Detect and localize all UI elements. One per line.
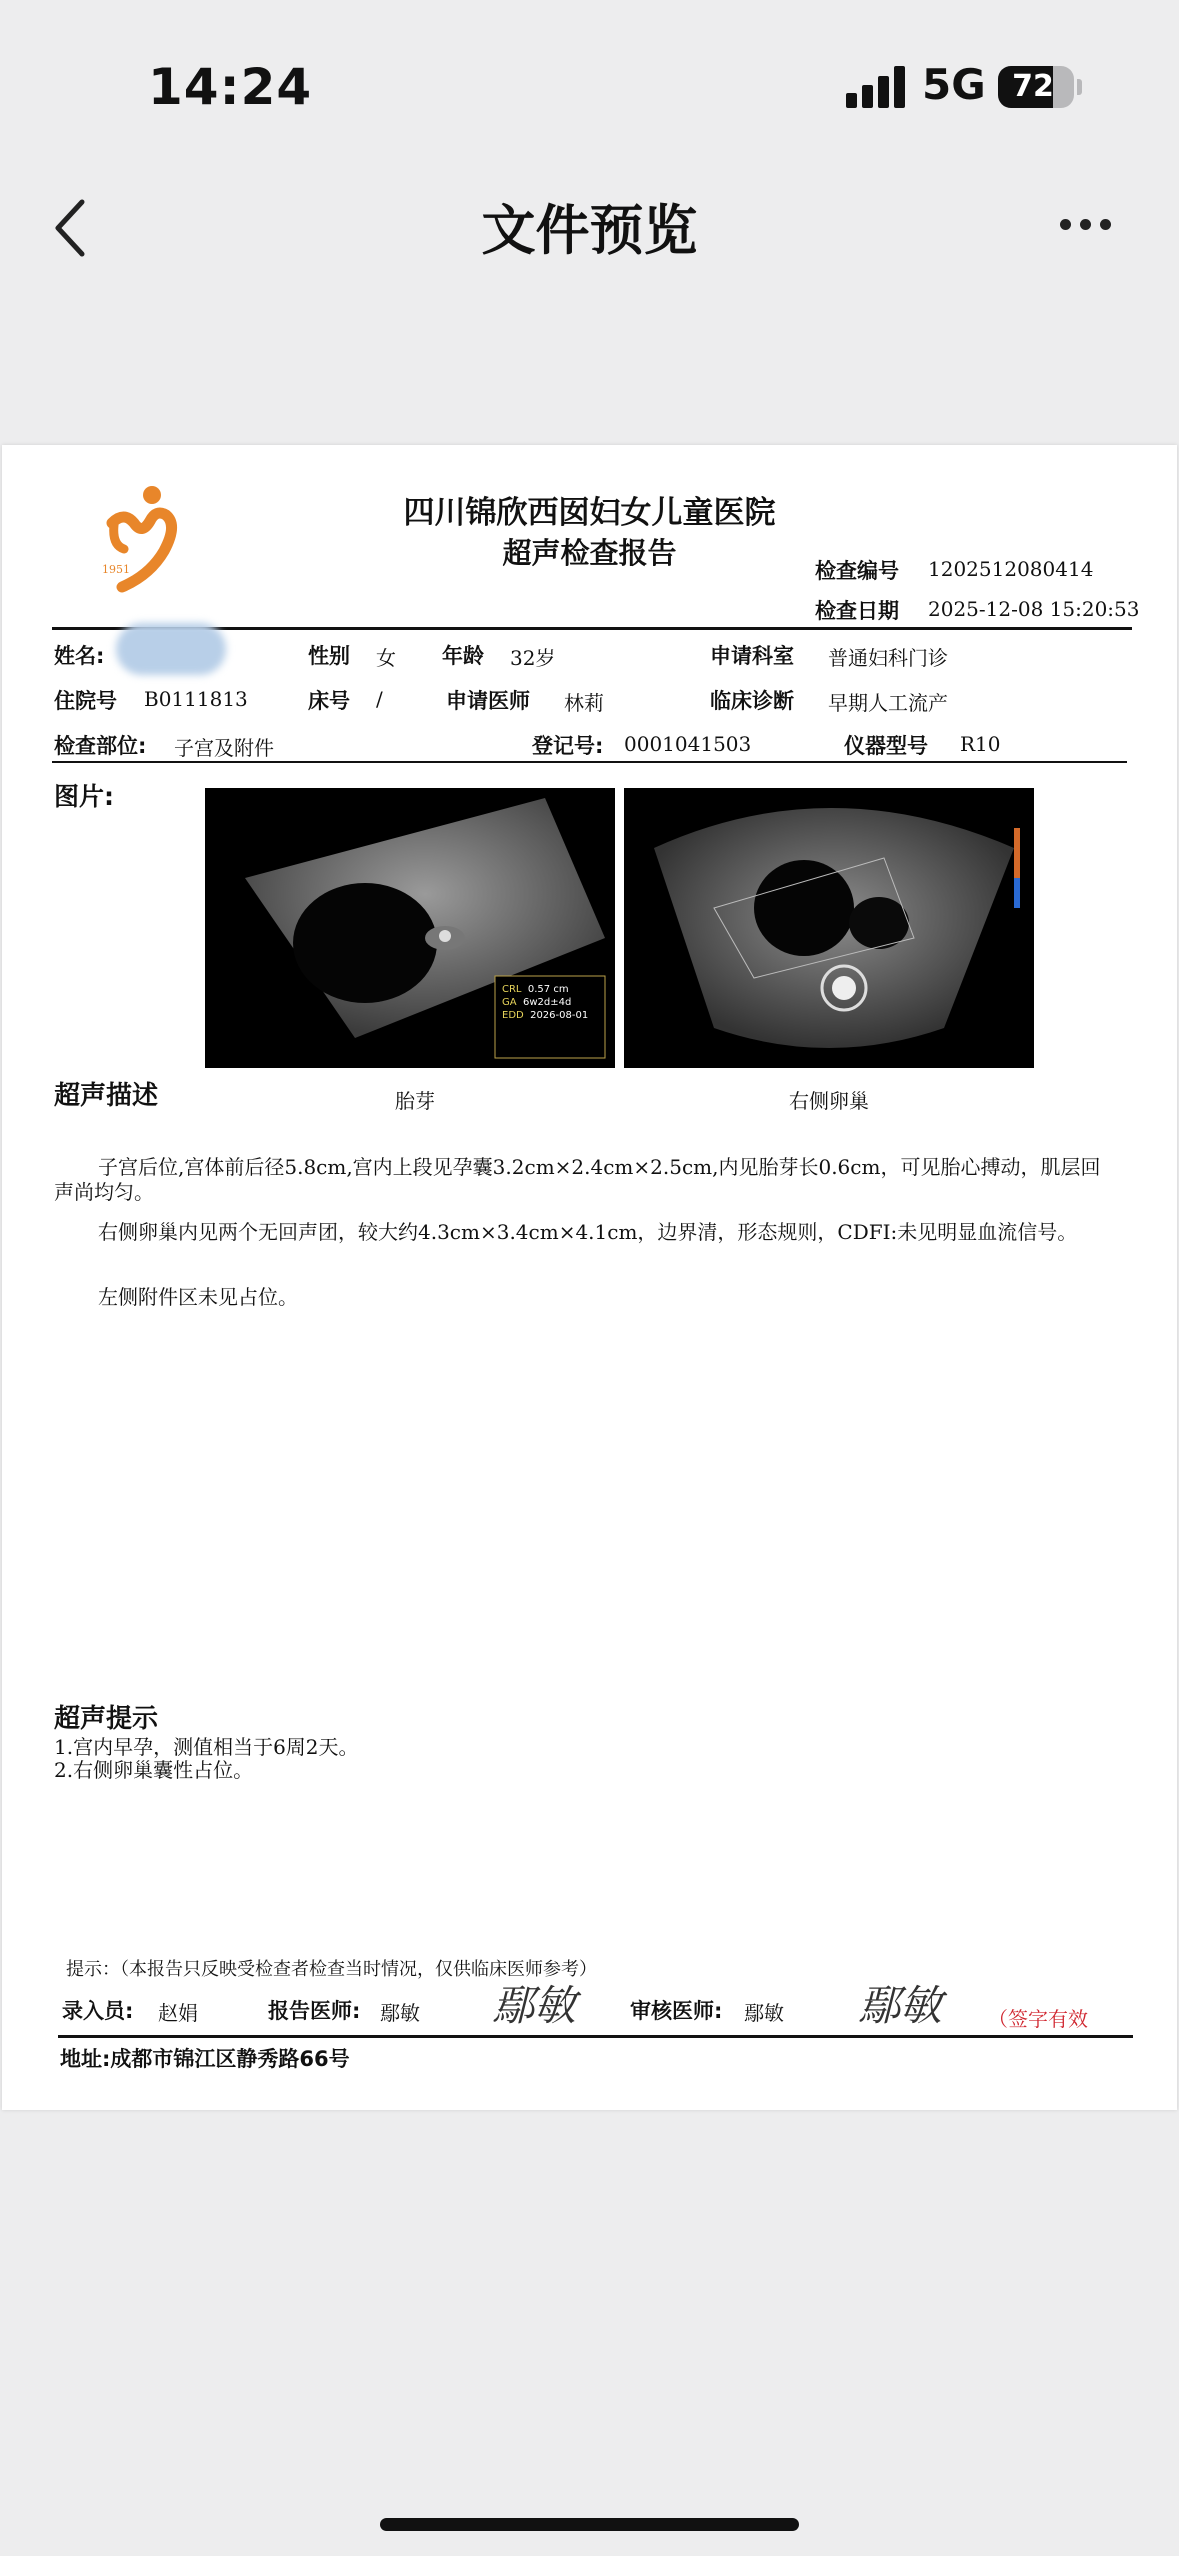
review-signature: 鄢敏 <box>858 1981 943 2030</box>
footer-rule <box>58 2035 1133 2038</box>
bed: / <box>376 687 383 711</box>
overlay-crl-value: 0.57 cm <box>527 984 569 995</box>
hint-item: 1.宫内早孕，测值相当于6周2天。 <box>54 1735 359 1759</box>
overlay-edd-label: EDD <box>502 1010 524 1021</box>
report-title: 超声检查报告 <box>502 536 677 570</box>
device-label: 仪器型号 <box>844 734 928 758</box>
status-time: 14:24 <box>148 58 313 116</box>
exam-no-label: 检查编号 <box>815 559 899 583</box>
network-type: 5G <box>922 60 986 109</box>
diagnosis: 早期人工流产 <box>828 691 948 715</box>
battery-level: 72 <box>1012 69 1054 104</box>
hint-item: 2.右侧卵巢囊性占位。 <box>54 1758 254 1782</box>
entry-label: 录入员: <box>62 1999 134 2023</box>
doctor-label: 申请医师 <box>446 689 530 713</box>
diagnosis-label: 临床诊断 <box>710 689 794 713</box>
overlay-edd-value: 2026-08-01 <box>530 1010 589 1021</box>
more-dot <box>1100 219 1111 230</box>
report-document[interactable] <box>2 445 1177 2110</box>
desc-paragraph: 左侧附件区未见占位。 <box>98 1285 298 1309</box>
report-doctor: 鄢敏 <box>380 2001 420 2025</box>
overlay-ga-value: 6w2d±4d <box>522 997 572 1008</box>
disclaimer-note: 提示：（本报告只反映受检查者检查当时情况，仅供临床医师参考） <box>66 1959 597 1980</box>
cellular-signal-icon <box>846 66 906 108</box>
age: 32岁 <box>510 646 556 670</box>
ultrasound-image-ovary[interactable] <box>624 788 1034 1068</box>
desc-heading: 超声描述 <box>54 1081 159 1111</box>
name-label: 姓名: <box>54 644 105 668</box>
device: R10 <box>960 732 1001 756</box>
ultrasound-overlay <box>502 983 588 1022</box>
battery-icon <box>998 66 1074 108</box>
image2-caption: 右侧卵巢 <box>789 1089 869 1113</box>
dept-label: 申请科室 <box>710 644 794 668</box>
ultrasound-image-embryo[interactable] <box>205 788 615 1068</box>
exam-no: 1202512080414 <box>928 557 1094 581</box>
gender-label: 性别 <box>308 644 350 668</box>
site: 子宫及附件 <box>174 736 274 760</box>
more-dots-icon <box>1060 219 1071 230</box>
report-signature: 鄢敏 <box>492 1981 577 2030</box>
age-label: 年龄 <box>442 644 484 668</box>
desc-paragraph: 子宫后位,宫体前后径5.8cm,宫内上段见孕囊3.2cm×2.4cm×2.5cm,内见胎芽长0.6cm，可见胎心搏动，肌层回声尚均匀。 <box>54 1155 1101 1204</box>
battery-tip <box>1077 79 1082 95</box>
exam-date-label: 检查日期 <box>815 599 899 623</box>
review-doctor-label: 审核医师: <box>630 1999 723 2023</box>
sign-valid-note: （签字有效 <box>988 2007 1088 2031</box>
info-rule <box>52 761 1127 763</box>
doctor: 林莉 <box>564 691 604 715</box>
home-indicator[interactable] <box>380 2518 799 2531</box>
bed-label: 床号 <box>308 689 350 713</box>
address: 地址:成都市锦江区静秀路66号 <box>60 2047 350 2071</box>
site-label: 检查部位: <box>54 734 147 758</box>
more-button[interactable] <box>1060 204 1120 244</box>
exam-date: 2025-12-08 15:20:53 <box>928 597 1140 621</box>
dept: 普通妇科门诊 <box>828 646 948 670</box>
ultrasound-scan-2 <box>624 788 1034 1068</box>
overlay-ga-label: GA <box>502 997 517 1008</box>
overlay-crl-label: CRL <box>502 984 522 995</box>
reg: 0001041503 <box>624 732 752 756</box>
report-doctor-label: 报告医师: <box>268 1999 361 2023</box>
image1-caption: 胎芽 <box>395 1089 435 1113</box>
desc-paragraph: 右侧卵巢内见两个无回声团，较大约4.3cm×3.4cm×4.1cm，边界清，形态规则，CDFI:未见明显血流信号。 <box>98 1220 1078 1244</box>
images-label: 图片: <box>54 782 114 811</box>
reg-label: 登记号: <box>532 734 604 758</box>
review-doctor: 鄢敏 <box>744 2001 784 2025</box>
hospital-name: 四川锦欣西囡妇女儿童医院 <box>403 495 776 531</box>
gender: 女 <box>376 646 396 670</box>
logo-year: 1951 <box>102 563 130 576</box>
name-redaction <box>116 623 226 675</box>
page-title: 文件预览 <box>481 199 698 262</box>
inpatient-label: 住院号 <box>54 689 117 713</box>
hint-heading: 超声提示 <box>54 1704 159 1734</box>
inpatient: B0111813 <box>144 687 248 711</box>
entry-name: 赵娟 <box>158 2001 198 2025</box>
ultrasound-scan-1 <box>205 788 615 1068</box>
more-dot <box>1080 219 1091 230</box>
